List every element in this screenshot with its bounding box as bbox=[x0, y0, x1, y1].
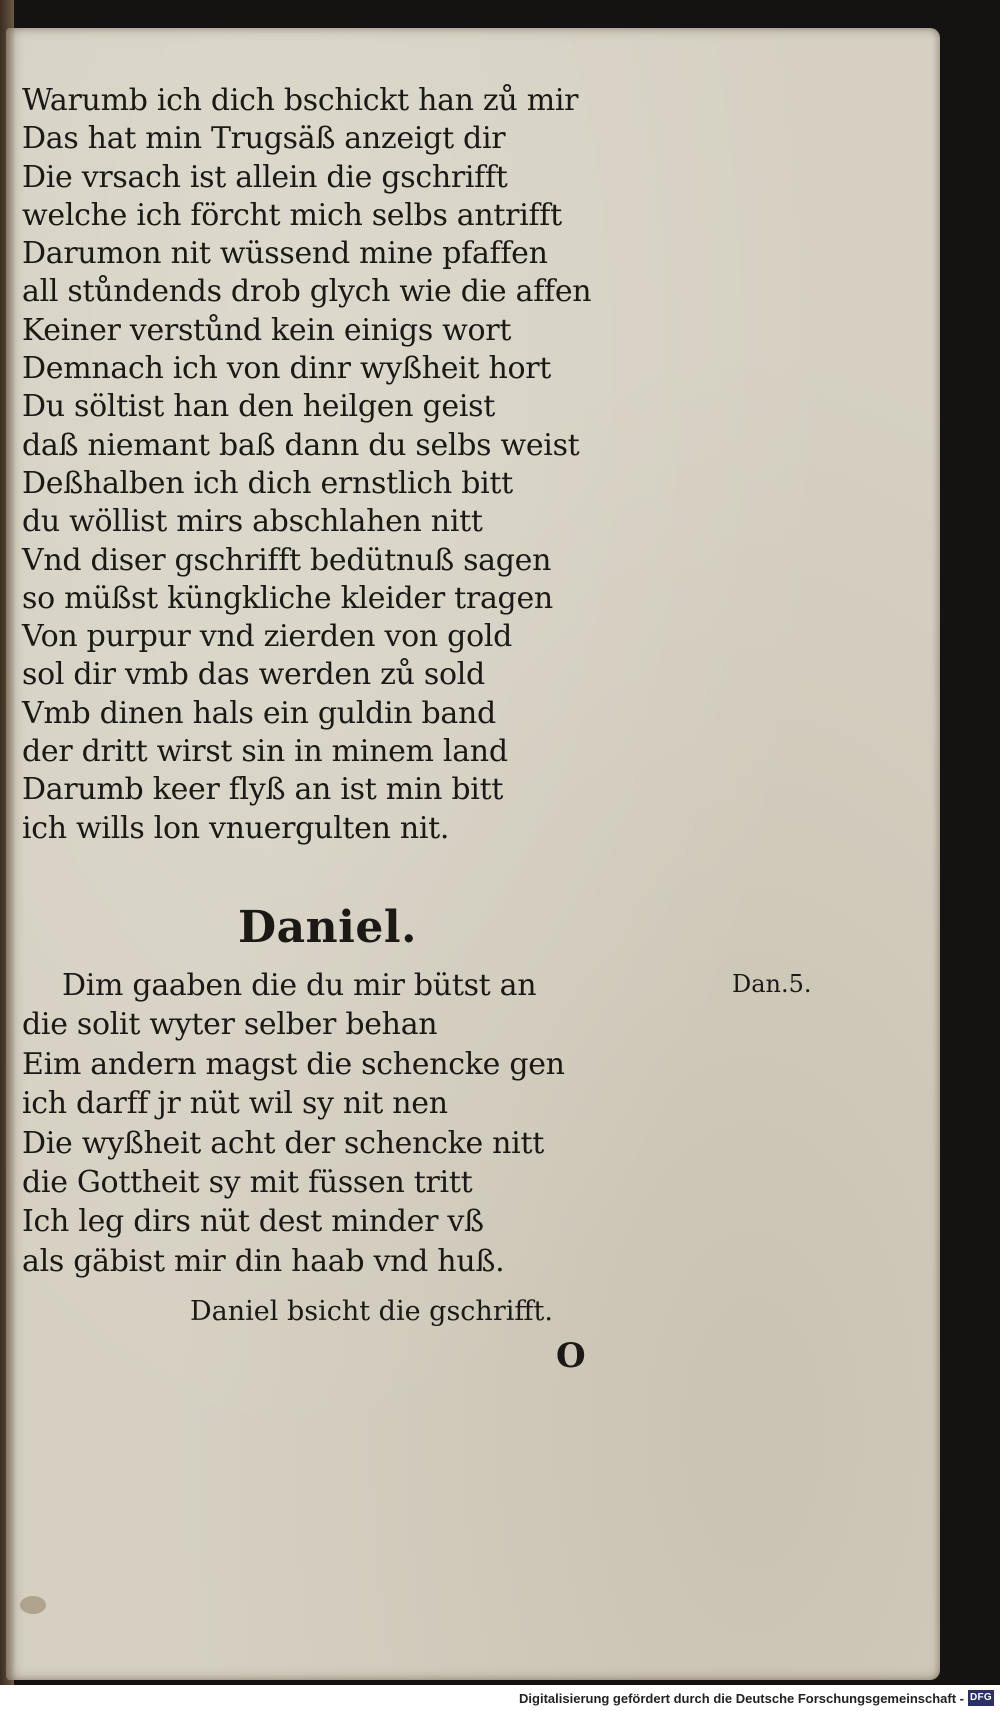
page-gutter-shadow bbox=[6, 28, 16, 1680]
text-line: sol dir vmb das werden zů sold bbox=[22, 657, 485, 693]
section-heading: Daniel. bbox=[238, 902, 417, 953]
verse-line: ich darff jr nüt wil sy nit nen bbox=[22, 1086, 448, 1122]
funding-credit: Digitalisierung gefördert durch die Deutsche Forschungsgemeinschaft - bbox=[519, 1691, 964, 1706]
verse-line: Eim andern magst die schencke gen bbox=[22, 1046, 565, 1082]
text-line: Du söltist han den heilgen geist bbox=[22, 389, 495, 425]
text-line: Von purpur vnd zierden von gold bbox=[22, 619, 513, 655]
margin-reference: Dan.5. bbox=[732, 970, 812, 998]
daniel-verse-block bbox=[22, 966, 702, 1281]
text-line: ich wills lon vnuergulten nit. bbox=[22, 810, 450, 846]
text-line: all stůndends drob glych wie die affen bbox=[22, 274, 592, 310]
verse-line: als gäbist mir din haab vnd huß. bbox=[22, 1243, 505, 1279]
text-line: Demnach ich von dinr wyßheit hort bbox=[22, 351, 552, 387]
verse-line: die Gottheit sy mit füssen tritt bbox=[22, 1164, 473, 1200]
text-line: so müßst küngkliche kleider tragen bbox=[22, 580, 553, 616]
text-line: Die vrsach ist allein die gschrifft bbox=[22, 159, 508, 195]
verse-line: Dim gaaben die du mir bütst an bbox=[62, 968, 537, 1003]
text-line: Vnd diser gschrifft bedütnuß sagen bbox=[22, 542, 552, 578]
text-line: Darumb keer flyß an ist min bitt bbox=[22, 772, 504, 808]
text-line: du wöllist mirs abschlahen nitt bbox=[22, 504, 483, 540]
text-line: der dritt wirst sin in minem land bbox=[22, 734, 508, 770]
footer-bar bbox=[0, 1685, 1000, 1711]
text-line: Vmb dinen hals ein guldin band bbox=[22, 695, 496, 731]
stage-direction: Daniel bsicht die gschrifft. bbox=[190, 1296, 553, 1327]
text-line: Das hat min Trugsäß anzeigt dir bbox=[22, 121, 506, 157]
poem-text-block bbox=[22, 82, 702, 848]
signature-mark: O bbox=[556, 1336, 586, 1376]
text-line: Keiner verstůnd kein einigs wort bbox=[22, 312, 512, 348]
verse-line: die solit wyter selber behan bbox=[22, 1007, 438, 1043]
verse-line: Die wyßheit acht der schencke nitt bbox=[22, 1125, 544, 1161]
dfg-logo: DFG bbox=[968, 1690, 994, 1706]
text-line: Warumb ich dich bschickt han zů mir bbox=[22, 83, 579, 118]
text-line: Darumon nit wüssend mine pfaffen bbox=[22, 236, 548, 272]
verse-line: Ich leg dirs nüt dest minder vß bbox=[22, 1204, 484, 1240]
text-line: Deßhalben ich dich ernstlich bitt bbox=[22, 465, 513, 501]
text-line: daß niemant baß dann du selbs weist bbox=[22, 427, 580, 463]
text-line: welche ich förcht mich selbs antrifft bbox=[22, 197, 562, 233]
paper-stain bbox=[20, 1596, 46, 1614]
